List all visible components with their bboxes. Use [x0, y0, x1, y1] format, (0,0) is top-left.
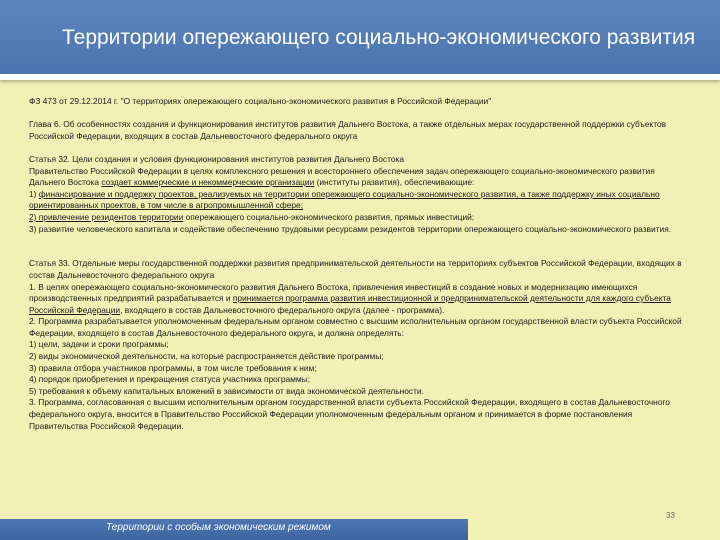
- footer-label: Территории с особым экономическим режимом: [106, 522, 331, 533]
- page-number: 33: [666, 511, 675, 520]
- list-item: 4) порядок приобретения и прекращения статуса участника программы;: [29, 374, 311, 385]
- article-33: [29, 258, 693, 432]
- list-item: 2) виды экономической деятельности, на которые распространяется действие программы;: [29, 351, 384, 362]
- article-33-p1-end: , входящего в состав Дальневосточного федерального округа (далее - программа).: [120, 304, 445, 315]
- document-body: [29, 96, 693, 432]
- article-33-p3: 3. Программа, согласованная с высшим исполнительным органом государственной власти субъекта Российской Федерации, входящего в состав Дальневосточного федерального округа, вносится в Правительство Российской Федерации уполномоченным федеральным органом и принимается в форме постановления Правительства Российской Федерации.: [29, 397, 670, 431]
- article-33-p2: 2. Программа разрабатывается уполномоченным федеральным органом совместно с высшим исполнительным органом государственной власти субъекта Российской Федерации, входящего в состав Дальневосточного федерального округа, и должна определять:: [29, 316, 682, 338]
- article-32: [29, 154, 693, 235]
- article-32-item2-text: опережающего социально-экономического развития, прямых инвестиций;: [185, 211, 475, 222]
- chapter-heading: Глава 6. Об особенностях создания и функционирования институтов развития Дальнего Востока, а также отдельных мерах государственной поддержки субъектов Российской Федерации, входящих в состав Дальневосточного федерального округа: [29, 119, 667, 141]
- header-divider: [0, 74, 720, 80]
- slide-header: [0, 0, 720, 74]
- link-investment-program[interactable]: принимается программа развития инвестиционной и предпринимательской деятельности для каждого субъекта Российской Федерации: [29, 293, 671, 315]
- article-32-item1-number: 1): [29, 188, 37, 199]
- list-item: 3) правила отбора участников программы, в том числе требования к ним;: [29, 362, 317, 373]
- article-32-intro-end: (институты развития), обеспечивающие:: [316, 177, 475, 188]
- link-attract-residents[interactable]: 2) привлечение резидентов территории: [29, 211, 184, 222]
- link-financing-projects[interactable]: финансирование и поддержку проектов, реализуемых на территории опережающего социально-экономического развития, а также поддержку иных социально ориентированных проектов, в том числе в агропромышленной сфере;: [29, 188, 660, 211]
- slide-title: Территории опережающего социально-экономического развития: [62, 26, 696, 49]
- article-32-intro: Правительство Российской Федерации в целях комплексного решения и всестороннего обеспечения задач опережающего социально-экономического развития Дальнего Востока: [29, 165, 655, 188]
- link-create-organizations[interactable]: создает коммерческие и некоммерческие организации: [101, 177, 315, 188]
- law-reference: ФЗ 473 от 29.12.2014 г. "О территориях опережающего социально-экономического развития в Российской Федерации": [29, 96, 492, 106]
- footer-bar: [0, 519, 468, 540]
- article-32-item3: 3) развитие человеческого капитала и содействие обеспечению трудовыми ресурсами резидентов территории опережающего социально-экономического развития.: [29, 223, 672, 234]
- list-item: 5) требования к объему капитальных вложений в зависимости от вида экономической деятельности.: [29, 385, 424, 396]
- article-33-title: Статья 33. Отдельные меры государственной поддержки развития предпринимательской деятельности на территориях субъектов Российской Федерации, входящих в состав Дальневосточного федерального округа: [29, 258, 682, 280]
- article-33-p1: 1. В целях опережающего социально-экономического развития Дальнего Востока, привлечения инвестиций в создание новых и модернизацию имеющихся производственных предприятий разрабатывается и: [29, 281, 638, 304]
- list-item: 1) цели, задачи и сроки программы;: [29, 339, 169, 350]
- article-32-title: Статья 32. Цели создания и условия функционирования институтов развития Дальнего Востока: [29, 153, 405, 164]
